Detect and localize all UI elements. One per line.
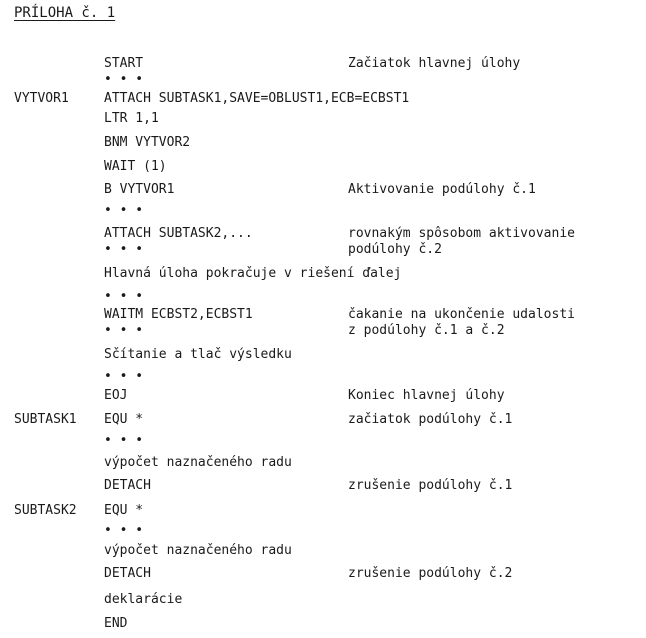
listing-line [0,412,646,430]
statement-code: DETACH [104,478,151,493]
statement-label: SUBTASK2 [14,503,77,518]
listing-line [0,388,646,406]
listing-line [0,503,646,521]
statement-comment: Koniec hlavnej úlohy [348,388,505,403]
listing-line [0,91,646,109]
listing-line [0,289,646,307]
statement-code: Sčítanie a tlač výsledku [104,347,292,362]
listing-line [0,242,646,260]
statement-code: výpočet naznačeného radu [104,543,292,558]
statement-code: START [104,56,144,71]
statement-code: Hlavná úloha pokračuje v riešení ďalej [104,266,402,281]
statement-comment: čakanie na ukončenie udalosti [348,307,575,322]
statement-code: EQU * [104,503,144,518]
statement-code: • • • [104,72,144,87]
listing-line [0,323,646,341]
statement-code: BNM VYTVOR2 [104,135,191,150]
statement-code: • • • [104,242,144,257]
statement-code: výpočet naznačeného radu [104,455,292,470]
listing-line [0,592,646,610]
statement-comment: zrušenie podúlohy č.1 [348,478,513,493]
statement-comment: rovnakým spôsobom aktivovanie [348,226,575,241]
listing-line [0,566,646,584]
statement-code: • • • [104,289,144,304]
listing-line [0,111,646,129]
statement-code: ATTACH SUBTASK1,SAVE=OBLUST1,ECB=ECBST1 [104,91,410,106]
statement-comment: zrušenie podúlohy č.2 [348,566,513,581]
statement-code: DETACH [104,566,151,581]
listing-line [0,455,646,473]
listing-line [0,433,646,451]
statement-comment: Začiatok hlavnej úlohy [348,56,521,71]
statement-code: B VYTVOR1 [104,182,175,197]
statement-code: • • • [104,523,144,538]
statement-code: • • • [104,369,144,384]
listing-line [0,543,646,561]
listing-line [0,72,646,90]
statement-label: SUBTASK1 [14,412,77,427]
listing-line [0,523,646,541]
page-title: PRÍLOHA č. 1 [14,5,116,21]
listing-line [0,182,646,200]
statement-code: ATTACH SUBTASK2,... [104,226,253,241]
statement-code: EQU * [104,412,144,427]
statement-comment: Aktivovanie podúlohy č.1 [348,182,536,197]
listing-line [0,159,646,177]
statement-code: deklarácie [104,592,183,607]
statement-code: • • • [104,323,144,338]
listing-line [0,478,646,496]
listing-line [0,203,646,221]
statement-code: EOJ [104,388,128,403]
statement-label: VYTVOR1 [14,91,69,106]
statement-comment: začiatok podúlohy č.1 [348,412,513,427]
listing-line [0,135,646,153]
listing-line [0,616,646,634]
statement-comment: z podúlohy č.1 a č.2 [348,323,505,338]
statement-code: • • • [104,203,144,218]
statement-code: WAIT (1) [104,159,167,174]
statement-code: END [104,616,128,631]
listing-line [0,369,646,387]
statement-code: WAITM ECBST2,ECBST1 [104,307,253,322]
statement-code: LTR 1,1 [104,111,159,126]
listing-line [0,347,646,365]
statement-code: • • • [104,433,144,448]
listing-line [0,266,646,284]
statement-comment: podúlohy č.2 [348,242,442,257]
